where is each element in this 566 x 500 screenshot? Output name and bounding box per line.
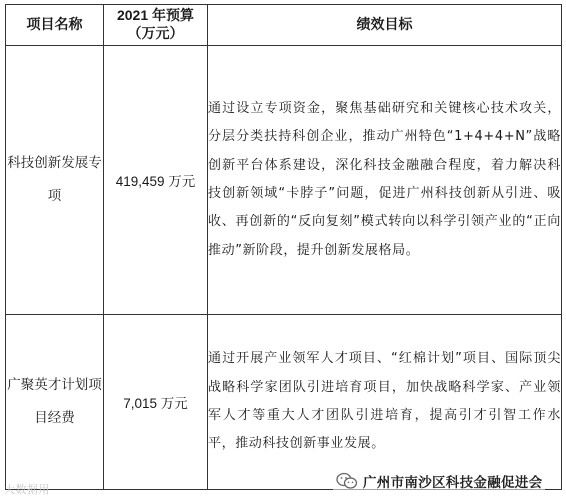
performance-table	[5, 4, 562, 490]
header-budget-line1: 2021 年预算	[116, 7, 195, 23]
header-performance-goal: 绩效目标	[208, 5, 562, 46]
goal-cell: 通过设立专项资金，聚焦基础研究和关键核心技术攻关，分层分类扶持科创企业，推动广州特色“1+4+4+N”战略创新平台体系建设，深化科技金融融合程度，着力解决科技创新领域“卡脖子”问题，促进广州科技创新从引进、吸收、再创新的“反向复刻”模式转向以科学引领产业的“正向推动”新阶段，提升创新发展格局。	[208, 46, 562, 315]
table-row	[6, 315, 562, 490]
budget-cell: 419,459 万元	[104, 46, 208, 315]
header-budget	[104, 5, 208, 46]
watermark-wechat	[333, 470, 545, 492]
header-project-name: 项目名称	[6, 5, 104, 46]
header-budget-line2: （万元）	[127, 26, 184, 42]
watermark-left: 大数据用	[4, 483, 50, 496]
table-header-row	[6, 5, 562, 46]
table-row	[6, 46, 562, 315]
project-name-cell: 科技创新发展专项	[6, 46, 104, 315]
goal-cell: 通过开展产业领军人才项目、“红棉计划”项目、国际顶尖战略科学家团队引进培育项目，加快战略科学家、产业领军人才等重大人才团队引进培育，提高引才引智工作水平，推动科技创新事业发展。	[208, 315, 562, 490]
project-name-cell: 广聚英才计划项目经费	[6, 315, 104, 490]
watermark-org-name: 广州市南沙区科技金融促进会	[363, 475, 543, 491]
budget-cell: 7,015 万元	[104, 315, 208, 490]
wechat-icon	[336, 472, 358, 490]
